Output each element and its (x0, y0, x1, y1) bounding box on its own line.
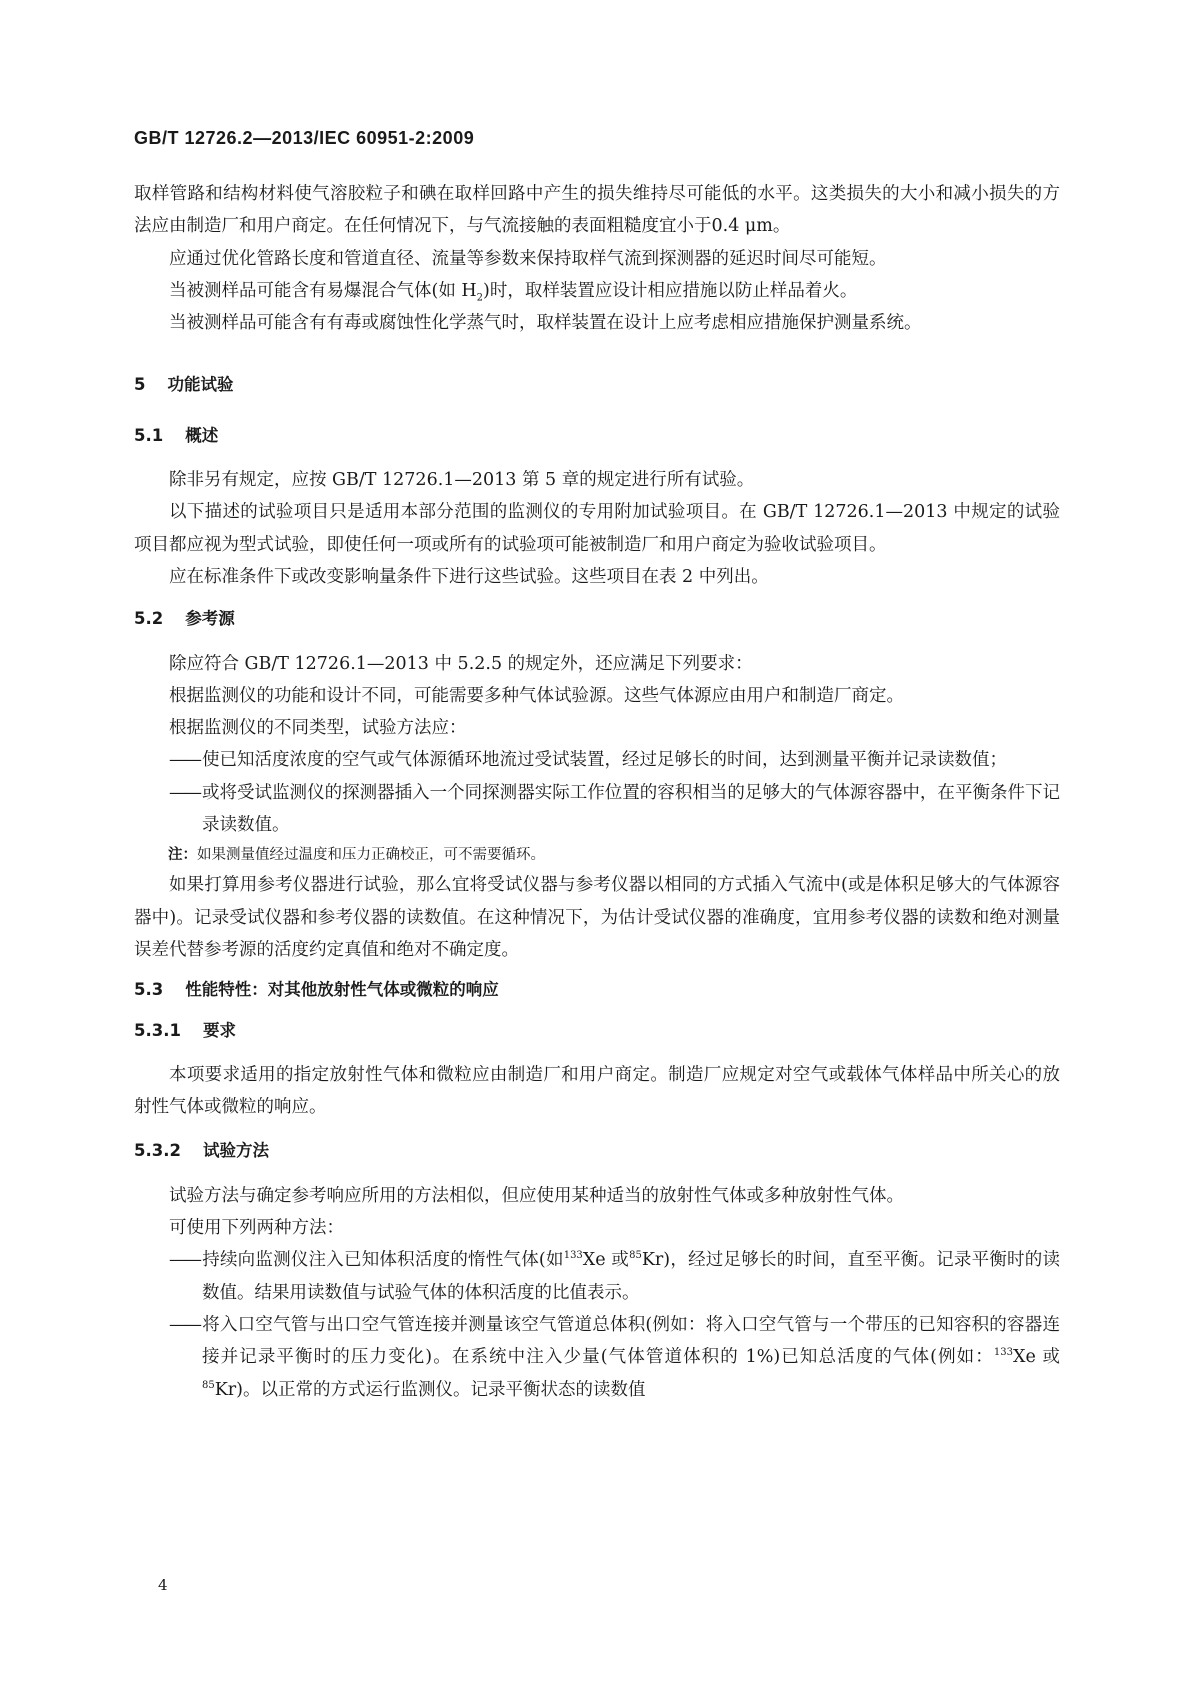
section-5-3-1-heading (134, 1015, 1060, 1047)
xe-mass-number: 133 (563, 1250, 583, 1262)
note-label: 注： (168, 847, 197, 864)
section-5-3-2-title: 试验方法 (202, 1141, 269, 1161)
section-5-2-dash-item-2 (134, 777, 1060, 842)
section-5-1-heading (134, 420, 1060, 452)
dash-item-2-text: 或将受试监测仪的探测器插入一个同探测器实际工作位置的容积相当的足够大的气体源容器中，在平衡条件下记录读数值。 (202, 782, 1060, 836)
section-5-3-2-dash-item-1 (134, 1244, 1060, 1309)
document-code-header: GB/T 12726.2—2013/IEC 60951-2:2009 (134, 128, 475, 148)
section-5-3-2-paragraph-1: 试验方法与确定参考响应所用的方法相似，但应使用某种适当的放射性气体或多种放射性气体。 (169, 1185, 904, 1206)
section-5-2-title: 参考源 (185, 609, 235, 629)
section-5-2-paragraph-1: 除应符合 GB/T 12726.1—2013 中 5.2.5 的规定外，还应满足下列要求： (169, 653, 753, 674)
dash-item-1-text: 使已知活度浓度的空气或气体源循环地流过受试装置，经过足够长的时间，达到测量平衡并记录读数值； (202, 750, 1007, 771)
section-5-1-paragraph-2: 以下描述的试验项目只是适用本部分范围的监测仪的专用附加试验项目。在 GB/T 12726.1—2013 中规定的试验项目都应视为型式试验，即使任何一项或所有的试验项可能被制造厂和用户商定为验收试验项目。 (134, 502, 1060, 555)
method-2-text-b: Xe 或 (1013, 1347, 1060, 1368)
method-1-text-c: Kr)，经过足够长的时间，直至平衡。记录平衡时的读数值。结果用读数值与试验气体的体积活度的比值表示。 (202, 1250, 1060, 1303)
section-5-2-heading (134, 603, 1060, 635)
section-5-3-2-dash-item-2 (134, 1309, 1060, 1406)
section-5-2-paragraph-2: 根据监测仪的功能和设计不同，可能需要多种气体试验源。这些气体源应由用户和制造厂商定。 (169, 685, 904, 706)
h2-subscript: 2 (476, 292, 484, 304)
method-2-text-c: Kr)。以正常的方式运行监测仪。记录平衡状态的读数值 (214, 1379, 646, 1400)
section-5-1-number: 5.1 (134, 425, 164, 445)
dash-marker: —— (169, 1250, 200, 1271)
section-5-3-1-title: 要求 (202, 1020, 236, 1040)
section-5-2-number: 5.2 (134, 609, 164, 629)
xe-mass-number: 133 (993, 1347, 1013, 1359)
document-body (134, 178, 1060, 1406)
kr-mass-number: 85 (202, 1379, 215, 1391)
intro-paragraph-3 (134, 275, 1060, 307)
intro-paragraph-4: 当被测样品可能含有有毒或腐蚀性化学蒸气时，取样装置在设计上应考虑相应措施保护测量系统。 (169, 313, 922, 334)
section-5-heading (134, 369, 1060, 401)
section-5-number: 5 (134, 375, 146, 395)
section-5-3-number: 5.3 (134, 980, 164, 1000)
section-5-3-2-number: 5.3.2 (134, 1141, 181, 1161)
dash-marker: —— (169, 1314, 200, 1335)
section-5-3-1-paragraph-1: 本项要求适用的指定放射性气体和微粒应由制造厂和用户商定。制造厂应规定对空气或载体气体样品中所关心的放射性气体或微粒的响应。 (134, 1064, 1060, 1118)
section-5-2-note (134, 841, 1060, 869)
section-5-2-paragraph-4: 如果打算用参考仪器进行试验，那么宜将受试仪器与参考仪器以相同的方式插入气流中(或是体积足够大的气体源容器中)。记录受试仪器和参考仪器的读数值。在这种情况下，为估计受试仪器的准确度，宜用参考仪器的读数和绝对测量误差代替参考源的活度约定真值和绝对不确定度。 (134, 875, 1060, 960)
section-5-title: 功能试验 (167, 375, 234, 395)
method-2-text-a: 将入口空气管与出口空气管连接并测量该空气管道总体积(例如：将入口空气管与一个带压的已知容积的容器连接并记录平衡时的压力变化)。在系统中注入少量(气体管道体积的 1%)已知总活度的气体(例如： (202, 1314, 1060, 1368)
section-5-3-2-paragraph-2: 可使用下列两种方法： (169, 1218, 344, 1239)
intro-paragraph-1: 取样管路和结构材料使气溶胶粒子和碘在取样回路中产生的损失维持尽可能低的水平。这类损失的大小和减小损失的方法应由制造厂和用户商定。在任何情况下，与气流接触的表面粗糙度宜小于0.4 μm。 (134, 184, 1060, 237)
intro-paragraph-2: 应通过优化管路长度和管道直径、流量等参数来保持取样气流到探测器的延迟时间尽可能短。 (169, 248, 887, 269)
method-1-text-b: Xe 或 (582, 1250, 630, 1271)
dash-marker: —— (169, 750, 200, 771)
section-5-3-title: 性能特性：对其他放射性气体或微粒的响应 (185, 980, 499, 1000)
section-5-1-title: 概述 (185, 425, 219, 445)
section-5-3-2-heading (134, 1135, 1060, 1167)
dash-marker: —— (169, 782, 200, 803)
note-text: 如果测量值经过温度和压力正确校正，可不需要循环。 (197, 847, 545, 864)
section-5-3-heading (134, 974, 1060, 1006)
page-number: 4 (158, 1576, 168, 1594)
kr-mass-number: 85 (629, 1250, 642, 1262)
section-5-1-paragraph-3: 应在标准条件下或改变影响量条件下进行这些试验。这些项目在表 2 中列出。 (169, 566, 769, 587)
method-1-text-a: 持续向监测仪注入已知体积活度的惰性气体(如 (202, 1250, 564, 1271)
intro-p3-text-b: )时，取样装置应设计相应措施以防止样品着火。 (483, 280, 858, 301)
section-5-2-paragraph-3: 根据监测仪的不同类型，试验方法应： (169, 718, 467, 739)
intro-p3-text-a: 当被测样品可能含有易爆混合气体(如 H (169, 280, 477, 301)
section-5-1-paragraph-1: 除非另有规定，应按 GB/T 12726.1—2013 第 5 章的规定进行所有试验。 (169, 470, 755, 491)
section-5-3-1-number: 5.3.1 (134, 1020, 181, 1040)
section-5-2-dash-item-1 (134, 744, 1060, 776)
